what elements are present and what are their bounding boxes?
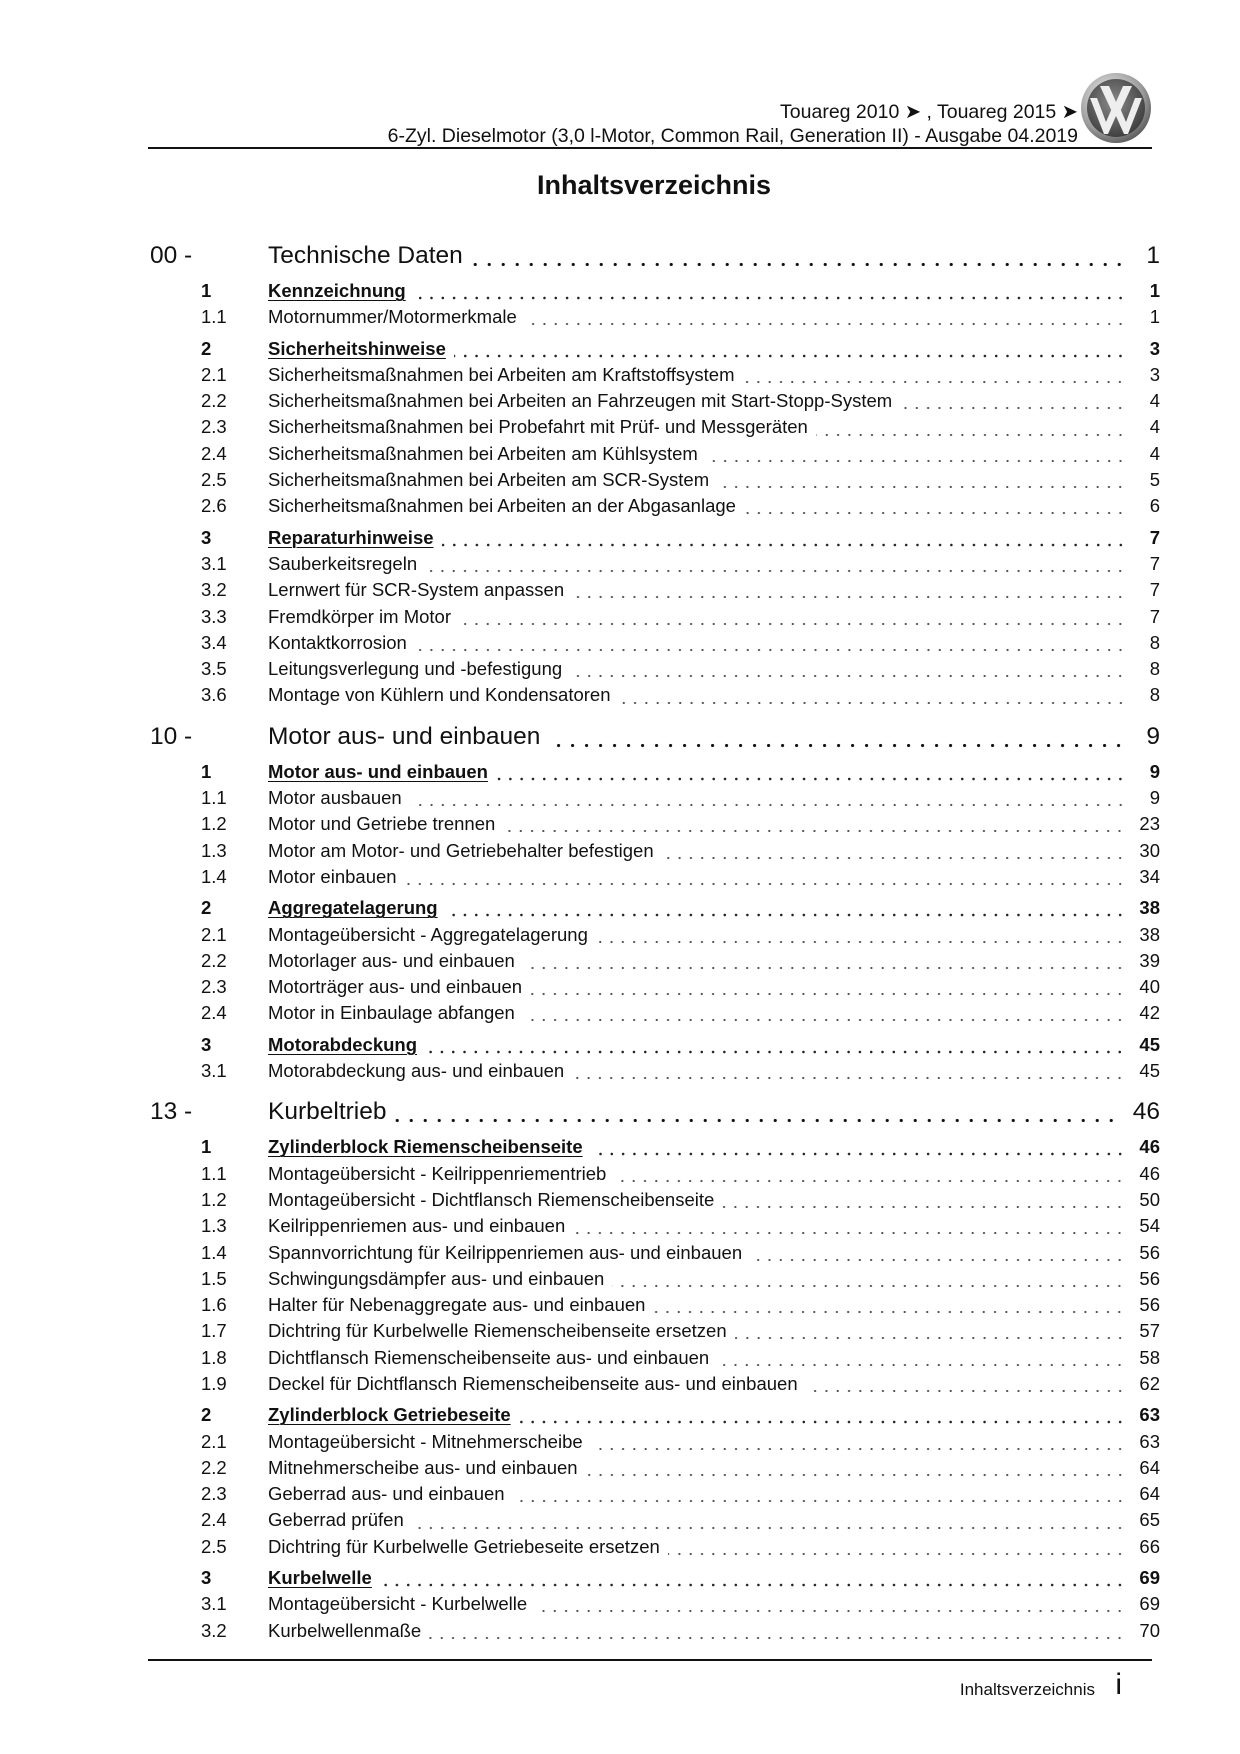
entry-label: Sicherheitsmaßnahmen bei Arbeiten am SCR-System [268, 469, 710, 491]
toc-entry[interactable] [150, 1320, 1160, 1346]
toc-section[interactable] [150, 1567, 1160, 1593]
entry-number: 1.3 [201, 1215, 227, 1237]
entry-number: 3.6 [201, 684, 227, 706]
entry-label: Aggregatelagerung [268, 897, 438, 919]
toc-entry[interactable] [150, 1620, 1160, 1646]
entry-number: 3 [201, 1567, 212, 1589]
entry-label: Spannvorrichtung für Keilrippenriemen aus- und einbauen [268, 1241, 743, 1263]
entry-label: Montageübersicht - Kurbelwelle [268, 1593, 528, 1615]
entry-label: Sicherheitsmaßnahmen bei Arbeiten an der Abgasanlage [268, 495, 736, 517]
dot-leader [513, 1483, 1126, 1509]
entry-label: Kurbelwelle [268, 1567, 372, 1589]
dot-leader [525, 306, 1126, 332]
entry-number: 3 [201, 1033, 212, 1055]
dot-leader [519, 1404, 1126, 1430]
footer-label: Inhaltsverzeichnis [959, 1680, 1095, 1699]
dot-leader [735, 1320, 1126, 1346]
dot-leader [405, 866, 1126, 892]
header-models: Touareg 2010 ➤ , Touareg 2015 ➤ [780, 101, 1078, 123]
entry-number: 3.1 [201, 552, 227, 574]
entry-page: 45 [1139, 1060, 1160, 1082]
entry-number: 2 [201, 1404, 212, 1426]
toc-entry[interactable] [150, 1215, 1160, 1241]
toc-entry[interactable] [150, 390, 1160, 416]
entry-label: Montageübersicht - Mitnehmerscheibe [268, 1430, 583, 1452]
dot-leader [523, 950, 1126, 976]
dot-leader [572, 579, 1126, 605]
entry-label: Montageübersicht - Keilrippenriementrieb [268, 1162, 607, 1184]
toc-entry[interactable] [150, 443, 1160, 469]
dot-leader [535, 1593, 1125, 1619]
dot-leader [410, 787, 1126, 813]
entry-number: 2.4 [201, 1002, 227, 1024]
dot-leader [442, 527, 1126, 553]
entry-number: 1.1 [201, 787, 227, 809]
dot-leader [459, 606, 1126, 632]
entry-page: 45 [1139, 1033, 1160, 1055]
entry-page: 4 [1149, 416, 1160, 438]
entry-label: Zylinderblock Riemenscheibenseite [268, 1136, 583, 1158]
entry-page: 42 [1139, 1002, 1160, 1024]
dot-leader [614, 1163, 1125, 1189]
dot-leader [816, 416, 1126, 442]
header-divider [148, 147, 1152, 149]
entry-label: Geberrad aus- und einbauen [268, 1483, 505, 1505]
entry-page: 38 [1139, 897, 1160, 919]
toc-entry[interactable] [150, 416, 1160, 442]
entry-page: 39 [1139, 949, 1160, 971]
dot-leader [612, 1268, 1125, 1294]
toc-entry[interactable] [150, 658, 1160, 684]
entry-label: Deckel für Dichtflansch Riemenscheibenseite aus- und einbauen [268, 1372, 798, 1394]
toc-entry[interactable] [150, 840, 1160, 866]
entry-label: Sauberkeitsregeln [268, 552, 418, 574]
entry-page: 64 [1139, 1456, 1160, 1478]
footer-divider [148, 1659, 1152, 1661]
toc-entry[interactable] [150, 976, 1160, 1002]
toc-entry[interactable] [150, 1593, 1160, 1619]
entry-number: 2.5 [201, 469, 227, 491]
toc-entry[interactable] [150, 1242, 1160, 1268]
entry-label: Motor in Einbaulage abfangen [268, 1002, 515, 1024]
toc-section[interactable] [150, 1034, 1160, 1060]
toc-entry[interactable] [150, 553, 1160, 579]
entry-label: Motorabdeckung [268, 1033, 418, 1055]
toc-entry[interactable] [150, 684, 1160, 710]
entry-label: Kontaktkorrosion [268, 631, 407, 653]
dot-leader [706, 443, 1126, 469]
toc-entry[interactable] [150, 1509, 1160, 1535]
entry-page: 46 [1139, 1162, 1160, 1184]
toc-section[interactable] [150, 338, 1160, 364]
entry-label: Kurbeltrieb [268, 1098, 387, 1126]
entry-label: Reparaturhinweise [268, 526, 434, 548]
entry-number: 2 [201, 897, 212, 919]
entry-page: 70 [1139, 1619, 1160, 1641]
dot-leader [900, 390, 1126, 416]
entry-page: 7 [1149, 526, 1160, 548]
toc-entry[interactable] [150, 1347, 1160, 1373]
entry-number: 3.3 [201, 605, 227, 627]
entry-page: 3 [1149, 363, 1160, 385]
entry-page: 8 [1149, 631, 1160, 653]
toc-section[interactable] [150, 761, 1160, 787]
entry-page: 1 [1149, 306, 1160, 328]
toc-entry[interactable] [150, 950, 1160, 976]
dot-leader [380, 1567, 1126, 1593]
header-engine-edition: 6-Zyl. Dieselmotor (3,0 l-Motor, Common Rail, Generation II) - Ausgabe 04.2019 [387, 125, 1078, 147]
entry-label: Schwingungsdämpfer aus- und einbauen [268, 1267, 605, 1289]
entry-label: Motorlager aus- und einbauen [268, 949, 515, 971]
dot-leader [548, 723, 1126, 756]
entry-label: Kurbelwellenmaße [268, 1619, 422, 1641]
entry-page: 57 [1139, 1320, 1160, 1342]
entry-page: 9 [1146, 722, 1160, 750]
entry-number: 1.1 [201, 1162, 227, 1184]
table-of-contents [150, 242, 1160, 1646]
entry-label: Motor einbauen [268, 865, 397, 887]
toc-section[interactable] [150, 1136, 1160, 1162]
entry-page: 5 [1149, 469, 1160, 491]
toc-entry[interactable] [150, 1373, 1160, 1399]
entry-page: 9 [1149, 760, 1160, 782]
toc-chapter[interactable] [150, 242, 1160, 275]
toc-section[interactable] [150, 897, 1160, 923]
entry-label: Motor ausbauen [268, 787, 402, 809]
toc-section[interactable] [150, 527, 1160, 553]
toc-entry[interactable] [150, 632, 1160, 658]
entry-number: 1.4 [201, 865, 227, 887]
entry-page: 69 [1139, 1567, 1160, 1589]
footer-page-number: i [1115, 1668, 1122, 1701]
entry-page: 54 [1139, 1215, 1160, 1237]
toc-entry[interactable] [150, 1189, 1160, 1215]
entry-label: Motor am Motor- und Getriebehalter befestigen [268, 839, 654, 861]
dot-leader [425, 1034, 1125, 1060]
entry-page: 50 [1139, 1188, 1160, 1210]
dot-leader [573, 1215, 1125, 1241]
entry-page: 1 [1146, 242, 1160, 269]
toc-entry[interactable] [150, 1163, 1160, 1189]
entry-number: 2.3 [201, 1483, 227, 1505]
entry-label: Dichtflansch Riemenscheibenseite aus- und einbauen [268, 1346, 710, 1368]
dot-leader [722, 1189, 1125, 1215]
entry-label: Dichtring für Kurbelwelle Riemenscheibenseite ersetzen [268, 1320, 727, 1342]
entry-number: 1.6 [201, 1294, 227, 1316]
entry-number: 13 - [150, 1098, 193, 1126]
dot-leader [619, 684, 1126, 710]
entry-number: 2.6 [201, 495, 227, 517]
entry-number: 2.3 [201, 976, 227, 998]
entry-number: 3.1 [201, 1060, 227, 1082]
vw-logo-icon [1080, 72, 1152, 144]
entry-page: 58 [1139, 1346, 1160, 1368]
dot-leader [471, 242, 1126, 275]
toc-entry[interactable] [150, 866, 1160, 892]
entry-label: Geberrad prüfen [268, 1509, 404, 1531]
entry-label: Motornummer/Motormerkmale [268, 306, 517, 328]
dot-leader [429, 1620, 1125, 1646]
entry-label: Motorträger aus- und einbauen [268, 976, 523, 998]
entry-number: 2.2 [201, 390, 227, 412]
toc-entry[interactable] [150, 787, 1160, 813]
toc-chapter[interactable] [150, 1098, 1160, 1131]
entry-page: 4 [1149, 442, 1160, 464]
dot-leader [591, 1136, 1126, 1162]
entry-label: Kennzeichnung [268, 280, 406, 301]
toc-entry[interactable] [150, 1483, 1160, 1509]
entry-number: 1 [201, 1136, 212, 1158]
entry-page: 30 [1139, 839, 1160, 861]
toc-entry[interactable] [150, 1002, 1160, 1028]
dot-leader [662, 840, 1126, 866]
entry-page: 38 [1139, 923, 1160, 945]
entry-label: Zylinderblock Getriebeseite [268, 1404, 511, 1426]
entry-number: 1.2 [201, 813, 227, 835]
dot-leader [496, 761, 1126, 787]
dot-leader [750, 1242, 1125, 1268]
entry-label: Motor aus- und einbauen [268, 760, 488, 782]
entry-number: 2.3 [201, 416, 227, 438]
dot-leader [412, 1509, 1126, 1535]
dot-leader [806, 1373, 1126, 1399]
entry-label: Montageübersicht - Dichtflansch Riemenscheibenseite [268, 1188, 715, 1210]
entry-label: Montageübersicht - Aggregatelagerung [268, 923, 588, 945]
entry-page: 9 [1149, 787, 1160, 809]
entry-number: 2.5 [201, 1535, 227, 1557]
entry-page: 34 [1139, 865, 1160, 887]
entry-number: 1.4 [201, 1241, 227, 1263]
entry-page: 8 [1149, 658, 1160, 680]
entry-number: 3.5 [201, 658, 227, 680]
entry-label: Dichtring für Kurbelwelle Getriebeseite ersetzen [268, 1535, 660, 1557]
entry-label: Sicherheitsmaßnahmen bei Probefahrt mit Prüf- und Messgeräten [268, 416, 808, 438]
toc-entry[interactable] [150, 1457, 1160, 1483]
entry-number: 1.8 [201, 1346, 227, 1368]
entry-page: 8 [1149, 684, 1160, 706]
toc-section[interactable] [150, 1404, 1160, 1430]
toc-entry[interactable] [150, 1536, 1160, 1562]
dot-leader [523, 1002, 1126, 1028]
entry-label: Leitungsverlegung und -befestigung [268, 658, 563, 680]
entry-number: 1.7 [201, 1320, 227, 1342]
entry-page: 63 [1139, 1404, 1160, 1426]
entry-number: 3.4 [201, 631, 227, 653]
entry-page: 46 [1139, 1136, 1160, 1158]
dot-leader [570, 658, 1126, 684]
dot-leader [414, 280, 1126, 306]
entry-number: 2 [201, 337, 212, 359]
entry-page: 65 [1139, 1509, 1160, 1531]
entry-page: 63 [1139, 1430, 1160, 1452]
entry-page: 6 [1149, 495, 1160, 517]
entry-page: 69 [1139, 1593, 1160, 1615]
entry-label: Motor aus- und einbauen [268, 722, 541, 750]
toc-chapter[interactable] [150, 723, 1160, 756]
toc-entry[interactable] [150, 1268, 1160, 1294]
entry-label: Sicherheitsmaßnahmen bei Arbeiten an Fahrzeugen mit Start-Stopp-System [268, 390, 893, 412]
entry-page: 4 [1149, 390, 1160, 412]
entry-number: 3.2 [201, 1619, 227, 1641]
entry-page: 3 [1149, 337, 1160, 359]
entry-label: Keilrippenriemen aus- und einbauen [268, 1215, 566, 1237]
entry-label: Sicherheitsmaßnahmen bei Arbeiten am Kraftstoffsystem [268, 363, 735, 385]
toc-entry[interactable] [150, 606, 1160, 632]
entry-label: Sicherheitsmaßnahmen bei Arbeiten am Kühlsystem [268, 442, 698, 464]
dot-leader [742, 364, 1126, 390]
toc-entry[interactable] [150, 306, 1160, 332]
entry-number: 00 - [150, 242, 193, 269]
entry-number: 1.5 [201, 1267, 227, 1289]
entry-page: 66 [1139, 1535, 1160, 1557]
dot-leader [596, 924, 1126, 950]
entry-page: 46 [1132, 1098, 1160, 1126]
dot-leader [572, 1060, 1125, 1086]
toc-entry[interactable] [150, 1294, 1160, 1320]
toc-entry[interactable] [150, 813, 1160, 839]
entry-number: 2.4 [201, 442, 227, 464]
dot-leader [717, 1347, 1125, 1373]
entry-number: 1.2 [201, 1188, 227, 1210]
entry-page: 7 [1149, 552, 1160, 574]
entry-number: 2.4 [201, 1509, 227, 1531]
toc-entry[interactable] [150, 924, 1160, 950]
dot-leader [446, 897, 1126, 923]
toc-entry[interactable] [150, 1431, 1160, 1457]
dot-leader [653, 1294, 1125, 1320]
entry-number: 2.2 [201, 949, 227, 971]
toc-entry[interactable] [150, 1060, 1160, 1086]
dot-leader [425, 553, 1126, 579]
entry-number: 2.1 [201, 1430, 227, 1452]
entry-number: 3.2 [201, 579, 227, 601]
entry-number: 3.1 [201, 1593, 227, 1615]
entry-label: Montage von Kühlern und Kondensatoren [268, 684, 611, 706]
entry-page: 56 [1139, 1294, 1160, 1316]
entry-page: 1 [1149, 280, 1160, 301]
entry-number: 1 [201, 280, 212, 301]
dot-leader [530, 976, 1125, 1002]
entry-label: Motorabdeckung aus- und einbauen [268, 1060, 565, 1082]
entry-number: 2.2 [201, 1456, 227, 1478]
entry-number: 1.3 [201, 839, 227, 861]
dot-leader [415, 632, 1126, 658]
entry-page: 7 [1149, 605, 1160, 627]
entry-page: 7 [1149, 579, 1160, 601]
toc-entry[interactable] [150, 469, 1160, 495]
entry-label: Motor und Getriebe trennen [268, 813, 496, 835]
entry-page: 56 [1139, 1267, 1160, 1289]
entry-page: 56 [1139, 1241, 1160, 1263]
dot-leader [586, 1457, 1126, 1483]
entry-label: Technische Daten [268, 242, 463, 269]
toc-section[interactable] [150, 280, 1160, 306]
toc-entry[interactable] [150, 579, 1160, 605]
entry-page: 23 [1139, 813, 1160, 835]
entry-label: Sicherheitshinweise [268, 337, 446, 359]
dot-leader [454, 338, 1126, 364]
entry-number: 3 [201, 526, 212, 548]
dot-leader [744, 495, 1126, 521]
entry-number: 2.1 [201, 923, 227, 945]
entry-page: 62 [1139, 1372, 1160, 1394]
entry-label: Mitnehmerscheibe aus- und einbauen [268, 1456, 578, 1478]
entry-label: Halter für Nebenaggregate aus- und einbauen [268, 1294, 646, 1316]
dot-leader [394, 1098, 1118, 1131]
entry-number: 1 [201, 760, 212, 782]
dot-leader [591, 1431, 1126, 1457]
entry-page: 64 [1139, 1483, 1160, 1505]
entry-label: Fremdkörper im Motor [268, 605, 451, 627]
entry-label: Lernwert für SCR-System anpassen [268, 579, 565, 601]
entry-number: 10 - [150, 722, 193, 750]
toc-entry[interactable] [150, 495, 1160, 521]
dot-leader [503, 813, 1125, 839]
dot-leader [668, 1536, 1126, 1562]
entry-number: 2.1 [201, 363, 227, 385]
dot-leader [717, 469, 1126, 495]
entry-number: 1.1 [201, 306, 227, 328]
entry-number: 1.9 [201, 1372, 227, 1394]
entry-page: 40 [1139, 976, 1160, 998]
page-title: Inhaltsverzeichnis [536, 170, 772, 200]
toc-entry[interactable] [150, 364, 1160, 390]
